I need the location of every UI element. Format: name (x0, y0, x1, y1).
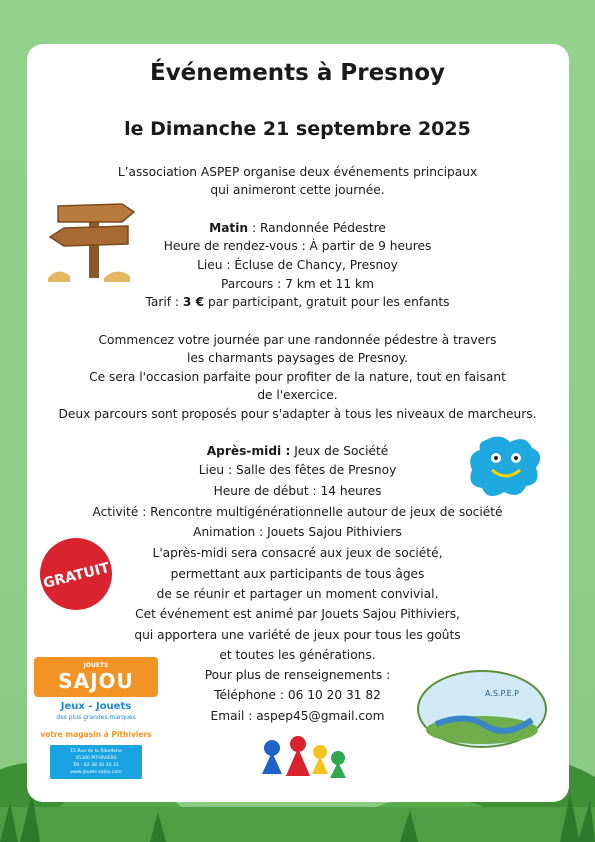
sajou-line1: Jeux - Jouets (60, 701, 132, 712)
contact-phone: Téléphone : 06 10 20 31 82 (214, 688, 381, 702)
event-date: le Dimanche 21 septembre 2025 (124, 118, 471, 140)
afternoon-line: Activité : Rencontre multigénérationnelle autour de jeux de société (92, 505, 503, 519)
game-pawns-icon (258, 734, 350, 780)
afternoon-line: de se réunir et partager un moment convivial. (156, 587, 439, 601)
morning-line: Lieu : Écluse de Chancy, Presnoy (197, 258, 398, 272)
contact-email[interactable]: Email : aspep45@gmail.com (210, 709, 385, 723)
aspep-logo (416, 668, 548, 750)
description-line: les charmants paysages de Presnoy. (187, 351, 408, 365)
jouets-sajou-logo (34, 657, 158, 779)
gratuit-badge (38, 536, 114, 612)
description-line: Commencez votre journée par une randonnée pédestre à travers (98, 333, 497, 347)
blue-blob-mascot-icon (466, 432, 546, 502)
description-line: Deux parcours sont proposés pour s'adapter à tous les niveaux de marcheurs. (58, 407, 537, 421)
afternoon-heading-bold: Après-midi : (206, 444, 291, 458)
afternoon-line: Lieu : Salle des fêtes de Presnoy (198, 463, 397, 477)
afternoon-line: Heure de début : 14 heures (213, 484, 382, 498)
wooden-signpost-icon (44, 196, 142, 286)
contact-line: Pour plus de renseignements : (204, 668, 391, 682)
morning-line: Heure de rendez-vous : À partir de 9 heures (163, 239, 432, 253)
sajou-address-line: 15 Rue de la Ribellerie (70, 749, 122, 754)
tarif-price: 3 € (182, 295, 205, 309)
tarif-suffix: par participant, gratuit pour les enfants (204, 295, 450, 309)
sajou-address-line: 45300 PITHIVIERS (75, 756, 117, 761)
morning-heading-bold: Matin (209, 221, 249, 235)
page-title: Événements à Presnoy (149, 60, 446, 86)
intro-line: L’association ASPEP organise deux événements principaux (117, 165, 478, 179)
gratuit-badge-text: GRATUIT (41, 559, 112, 592)
afternoon-line: qui apportera une variété de jeux pour tous les goûts (134, 628, 461, 642)
afternoon-line: et toutes les générations. (219, 648, 376, 662)
sajou-brand-small: JOUETS (83, 662, 109, 669)
morning-line: Parcours : 7 km et 11 km (220, 277, 374, 291)
sajou-brand: SAJOU (58, 669, 134, 693)
afternoon-line: permettant aux participants de tous âges (170, 567, 425, 581)
intro-line: qui animeront cette journée. (210, 183, 385, 197)
sajou-address-line: www.jouets-sajou.com (70, 770, 122, 775)
afternoon-heading-rest: Jeux de Société (290, 444, 389, 458)
sajou-line2: des plus grandes marques (56, 714, 136, 721)
afternoon-line: Animation : Jouets Sajou Pithiviers (193, 525, 402, 539)
sajou-address-box (50, 745, 142, 779)
tarif-prefix: Tarif : (145, 295, 183, 309)
description-line: Ce sera l'occasion parfaite pour profiter de la nature, tout en faisant (89, 370, 506, 384)
morning-tarif (0, 293, 595, 311)
aspep-logo-text: A.S.P.E.P (484, 689, 520, 698)
afternoon-line: L'après-midi sera consacré aux jeux de société, (152, 546, 443, 560)
sajou-line3: votre magasin à Pithiviers (40, 730, 152, 739)
description-line: de l'exercice. (257, 388, 338, 402)
morning-heading-rest: : Randonnée Pédestre (248, 221, 386, 235)
afternoon-line: Cet événement est animé par Jouets Sajou Pithiviers, (135, 607, 460, 621)
sajou-address-line: Tél : 02 38 30 30 31 (73, 763, 119, 768)
